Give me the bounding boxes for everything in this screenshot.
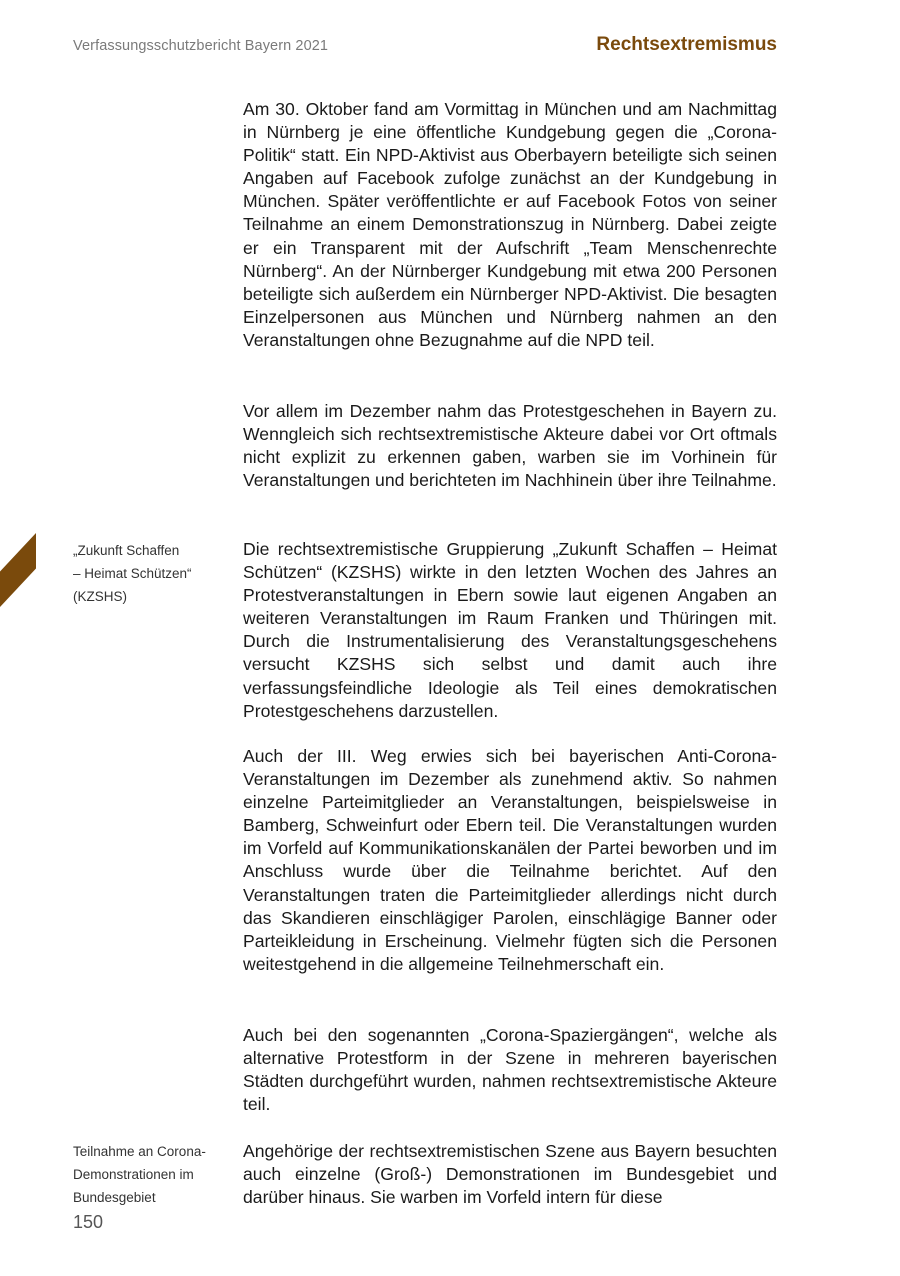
margin-note-line: – Heimat Schützen“ [73,566,192,581]
paragraph-6: Angehörige der rechtsextremistischen Szene aus Bayern besuchten auch einzelne (Groß-) Demonstrationen im Bundesgebiet und darüber hinaus. Sie warben im Vorfeld intern für diese [243,1141,777,1208]
paragraph-1: Am 30. Oktober fand am Vormittag in München und am Nachmittag in Nürnberg je eine öffentliche Kundgebung gegen die „Corona-Politik“ statt. Ein NPD-Aktivist aus Oberbayern beteiligte sich seinen Angaben auf Facebook zufolge zunächst an der Kundgebung in München. Später veröffentlichte er auf Facebook Fotos von seiner Teilnahme an einem Demonstrationszug in Nürnberg. Dabei zeigte er ein Transparent mit der Aufschrift „Team Menschenrechte Nürnberg“. An der Nürnberger Kundgebung mit etwa 200 Personen beteiligte sich außerdem ein Nürnberger NPD-Aktivist. Die besagten Einzelpersonen aus München und Nürnberg nahmen an den Veranstaltungen ohne Bezugnahme auf die NPD teil. [243,99,777,350]
section-marker-tab [0,533,36,607]
margin-note-line: (KZSHS) [73,589,127,604]
margin-note-line: Teilnahme an Corona- [73,1144,206,1159]
paragraph-2: Vor allem im Dezember nahm das Protestgeschehen in Bayern zu. Wenngleich sich rechtsextremistische Akteure dabei vor Ort oftmals nicht explizit zu erkennen gaben, warben sie im Vorhinein für Veranstaltungen und berichteten im Nachhinein über ihre Teilnahme. [243,401,777,491]
paragraph-5: Auch bei den sogenannten „Corona-Spaziergängen“, welche als alternative Protestform in der Szene in mehreren bayerischen Städten durchgeführt wurden, nahmen rechtsextremistische Akteure teil. [243,1025,777,1115]
margin-note-demonstrations [73,1140,223,1209]
paragraph-3: Die rechtsextremistische Gruppierung „Zukunft Schaffen – Heimat Schützen“ (KZSHS) wirkte in den letzten Wochen des Jahres an Protestveranstaltungen in Ebern sowie laut eigenen Angaben an weiteren Veranstaltungen im Raum Franken und Thüringen mit. Durch die Instrumentalisierung des Veranstaltungsgeschehens versucht KZSHS sich selbst und damit auch ihre verfassungsfeindliche Ideologie als Teil eines demokratischen Protestgeschehens darzustellen. [243,539,777,721]
document-title: Verfassungsschutzbericht Bayern 2021 [73,38,329,54]
margin-note-line: Bundesgebiet [73,1190,156,1205]
margin-note-line: „Zukunft Schaffen [73,543,180,558]
page-number: 150 [73,1212,104,1232]
margin-note-line: Demonstrationen im [73,1167,194,1182]
margin-note-kzshs [73,539,223,608]
paragraph-4: Auch der III. Weg erwies sich bei bayerischen Anti-Corona-Veranstaltungen im Dezember als zunehmend aktiv. So nahmen einzelne Parteimitglieder an Veranstaltungen, beispielsweise in Bamberg, Schweinfurt oder Ebern teil. Die Veranstaltungen wurden im Vorfeld auf Kommunikationskanälen der Partei beworben und im Anschluss wurde über die Teilnahme berichtet. Auf den Veranstaltungen traten die Parteimitglieder allerdings nicht durch das Skandieren einschlägiger Parolen, einschlägige Banner oder Parteikleidung in Erscheinung. Vielmehr fügten sich die Personen weitestgehend in die allgemeine Teilnehmerschaft ein. [243,746,777,974]
section-title: Rechtsextremismus [596,34,777,55]
